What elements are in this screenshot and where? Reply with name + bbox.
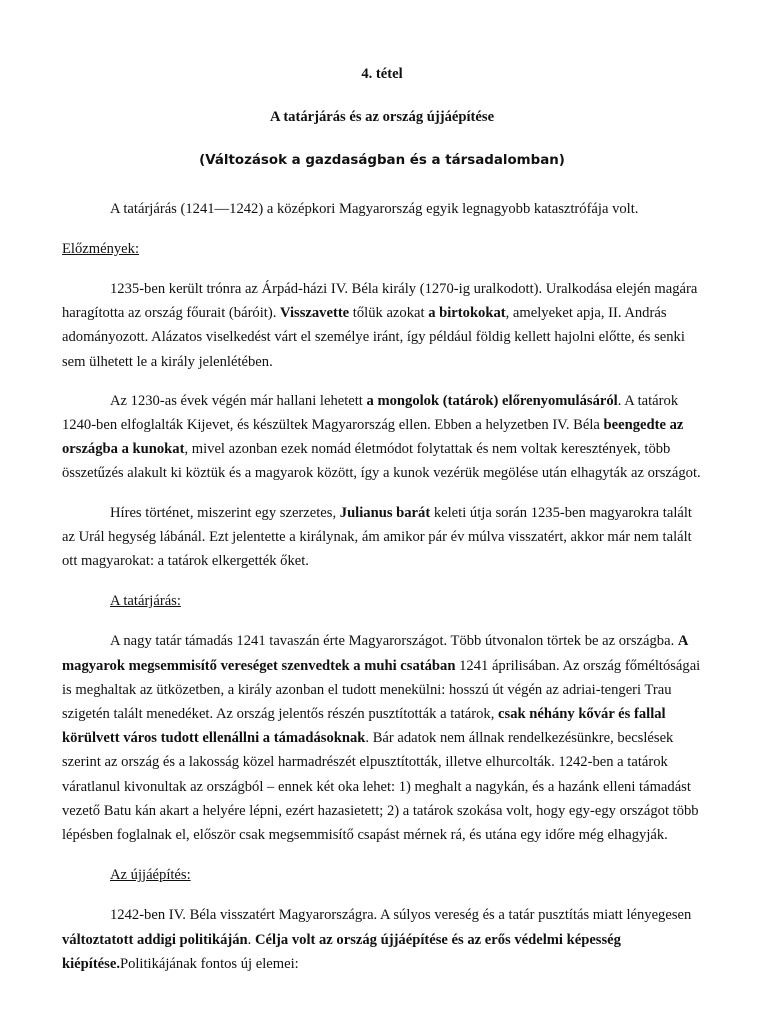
emphasis-text: változtatott addigi politikáján	[62, 931, 248, 948]
section-heading-label: A tatárjárás:	[110, 593, 181, 610]
section-heading-tatarjaras	[62, 589, 702, 613]
body-paragraph	[62, 629, 702, 847]
body-paragraph	[62, 903, 702, 976]
emphasis-text: csak néhány kővár és fallal körülvett város tudott ellenállni a támadásoknak	[62, 706, 666, 747]
section-heading-ujjaepites	[62, 863, 702, 887]
emphasis-text: Julianus barát	[339, 504, 431, 521]
intro-paragraph: A tatárjárás (1241—1242) a középkori Magyarország egyik legnagyobb katasztrófája volt.	[110, 200, 639, 217]
document-title: A tatárjárás és az ország újjáépítése	[269, 109, 495, 126]
emphasis-text: a mongolok (tatárok) előrenyomulásáról	[366, 392, 618, 409]
body-paragraph	[62, 501, 702, 574]
text-run: Politikájának fontos új elemei:	[119, 955, 299, 972]
emphasis-text: a birtokokat	[428, 305, 506, 322]
document-page	[62, 56, 702, 976]
text-run: 1242-ben IV. Béla visszatért Magyarországra. A súlyos vereség és a tatár pusztítás miatt lényegesen	[110, 907, 692, 924]
text-run: . Bár adatok nem állnak rendelkezésünkre, becslések szerint az ország és a lakosság közel harmadrészét elpusztították, illetve elhurcolták. 1242-ben a tatárok váratlanul kivonultak az országból – ennek két oka lehet: 1) meghalt a nagykán, és a hazánk elleni támadást vezető Batu kán akart a helyére lépni, ezért hazasietett; 2) a tatárok szokása volt, hogy egy-egy országot több lépésben foglalnak el, először csak megsemmisítő csapást mérnek rá, és utána egy időre még elhagyják.	[62, 730, 699, 844]
text-run: , amelyeket apja, II. András adományozott. Alázatos viselkedést várt el személye iránt, így például földig kellett hajolni előtte, és senki sem ülhetett le a király jelenlétében.	[62, 305, 685, 370]
text-run: . A tatárok 1240-ben elfoglalták Kijevet, és készültek Magyarország ellen. Ebben a helyzetben IV. Béla	[62, 392, 679, 434]
emphasis-text: Célja volt az ország újjáépítése és az erős védelmi képesség kiépítése.	[62, 931, 621, 972]
emphasis-text: A magyarok megsemmisítő vereséget szenvedtek a muhi csatában	[62, 633, 688, 674]
body-paragraph	[62, 389, 702, 486]
section-heading-label: Az újjáépítés:	[110, 867, 191, 884]
document-subtitle: (Változások a gazdaságban és a társadalomban)	[199, 153, 565, 169]
thesis-number: 4. tétel	[361, 66, 403, 82]
text-run: tőlük azokat	[349, 305, 429, 322]
text-run: Az 1230-as évek végén már hallani lehetett	[110, 392, 367, 409]
text-run: 1241 áprilisában. Az ország főméltóságai is meghaltak az ütközetben, a király azonban el tudott menekülni: hosszú út végén az adriai-tengeri Trau szigetén talált menedéket. Az ország jelentős részén pusztították a tatárok,	[62, 657, 701, 723]
section-heading-elozmenyek: Előzmények:	[62, 240, 139, 257]
text-run: Híres történet, miszerint egy szerzetes,	[110, 504, 340, 521]
emphasis-text: beengedte az országba a kunokat	[62, 417, 684, 458]
text-run: , mivel azonban ezek nomád életmódot folytattak és nem voltak keresztények, több összetűzés alakult ki köztük és a magyarok között, így a kunok vezérük megölése után elhagyták az országot.	[62, 441, 701, 482]
emphasis-text: Visszavette	[280, 305, 350, 322]
body-paragraph	[62, 277, 702, 374]
text-run: .	[247, 931, 255, 948]
text-run: A nagy tatár támadás 1241 tavaszán érte Magyarországot. Több útvonalon törtek be az országba.	[110, 633, 678, 650]
text-run: 1235-ben került trónra az Árpád-házi IV. Béla király (1270-ig uralkodott). Uralkodása elején magára haragította az ország főurait (báróit).	[62, 281, 698, 322]
text-run: keleti útja során 1235-ben magyarokra talált az Urál hegység lábánál. Ezt jelentette a királynak, ám amikor pár év múlva visszatért, akkor már nem talált ott magyarokat: a tatárok elkergették őket.	[62, 504, 692, 570]
